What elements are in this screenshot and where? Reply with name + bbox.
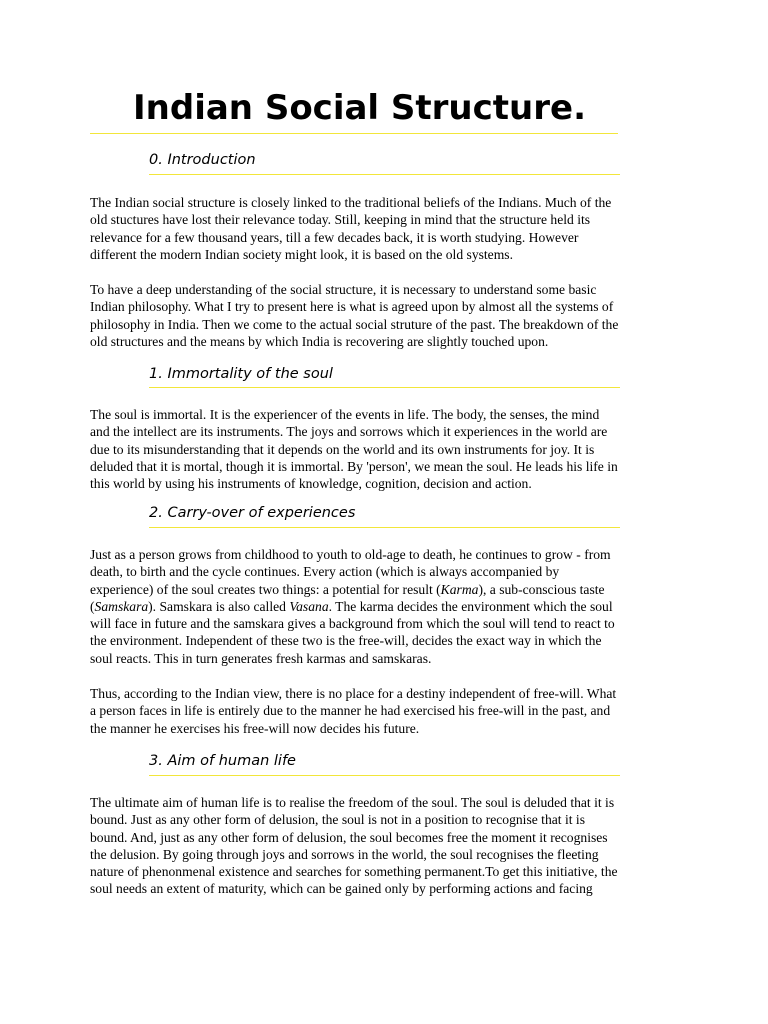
text-line: a person faces in life is entirely due to the manner he had exercised his free-will in the past, and <box>90 703 611 719</box>
text-line: death, to birth and the cycle continues. Every action (which is always accompanied by <box>90 564 560 580</box>
paragraph-immortality-1 <box>90 406 690 492</box>
paragraph-aim-1 <box>90 794 690 898</box>
text-line: old structures and the means by which India is recovering are slightly touched upon. <box>90 333 549 349</box>
text-line: and the intellect are its instruments. The joys and sorrows which it experiences in the world are <box>90 424 608 440</box>
samskara-term: Samskara <box>94 598 149 614</box>
page-title: Indian Social Structure. <box>133 88 586 128</box>
text-segment: ). Samskara is also called <box>148 598 290 614</box>
text-line: old stuctures have lost their relevance today. Still, keeping in mind that the structure held its <box>90 212 591 228</box>
heading-immortality: 1. Immortality of the soul <box>149 366 333 382</box>
heading-carry-over-underline <box>149 527 620 528</box>
text-line: bound. Just as any other form of delusion, the soul is not in a position to recognise that it is <box>90 812 585 828</box>
paragraph-introduction-1 <box>90 194 690 263</box>
karma-term: Karma <box>440 581 479 597</box>
text-line: soul reacts. This in turn generates fresh karmas and samskaras. <box>90 650 432 666</box>
text-segment: . The karma decides the environment which the soul <box>328 598 613 614</box>
heading-aim-of-life-underline <box>149 775 620 776</box>
text-line: The ultimate aim of human life is to realise the freedom of the soul. The soul is deluded that it is <box>90 795 615 810</box>
text-line: due to its misunderstanding that it depends on the world and its own instruments for joy. It is <box>90 441 595 457</box>
text-line: Thus, according to the Indian view, there is no place for a destiny independent of free-will. What <box>90 686 617 701</box>
text-line: relevance for a few thousand years, till a few decades back, it is worth studying. However <box>90 229 579 245</box>
paragraph-carry-over-2 <box>90 685 690 737</box>
paragraph-introduction-2 <box>90 281 690 350</box>
text-line: different the modern Indian society might look, it is based on the old systems. <box>90 246 513 262</box>
text-line <box>90 598 690 615</box>
text-line: philosophy in India. Then we come to the actual social struture of the past. The breakdown of the <box>90 316 619 332</box>
text-line: Just as a person grows from childhood to youth to old-age to death, he continues to grow - from <box>90 547 611 562</box>
heading-introduction: 0. Introduction <box>149 152 256 168</box>
vasana-term: Vasana <box>289 598 329 614</box>
heading-introduction-underline <box>149 174 620 175</box>
text-segment: ( <box>90 598 95 614</box>
heading-carry-over: 2. Carry-over of experiences <box>149 505 356 521</box>
title-underline <box>90 133 618 134</box>
text-segment: experience) of the soul creates two things: a potential for result ( <box>90 581 441 597</box>
heading-immortality-underline <box>149 387 620 388</box>
text-line: the manner he exercises his free-will now decides his future. <box>90 720 420 736</box>
text-line: Indian philosophy. What I try to present here is what is agreed upon by almost all the systems of <box>90 299 614 315</box>
text-line: the environment. Independent of these two is the free-will, decides the exact way in which the <box>90 633 602 649</box>
text-line: the delusion. By going through joys and sorrows in the world, the soul recognises the fleeting <box>90 846 599 862</box>
text-line: deluded that it is mortal, though it is immortal. By 'person', we mean the soul. He leads his life in <box>90 458 618 474</box>
text-line: will face in future and the samskara gives a background from which the soul will tend to react to <box>90 616 615 632</box>
text-segment: ), a sub-conscious taste <box>478 581 605 597</box>
text-line: soul needs an extent of maturity, which can be gained only by performing actions and facing <box>90 881 593 897</box>
text-line: The soul is immortal. It is the experiencer of the events in life. The body, the senses, the mind <box>90 407 600 422</box>
text-line: The Indian social structure is closely linked to the traditional beliefs of the Indians. Much of the <box>90 195 612 210</box>
text-line: bound. And, just as any other form of delusion, the soul becomes free the moment it recognises <box>90 829 608 845</box>
text-line: this world by using his instruments of knowledge, cognition, decision and action. <box>90 476 532 492</box>
text-line: nature of phenonmenal existence and searches for something permanent.To get this initiative, the <box>90 864 618 880</box>
text-line: To have a deep understanding of the social structure, it is necessary to understand some basic <box>90 282 597 297</box>
text-line <box>90 581 690 598</box>
heading-aim-of-life: 3. Aim of human life <box>149 753 296 769</box>
paragraph-carry-over-1 <box>90 546 690 667</box>
